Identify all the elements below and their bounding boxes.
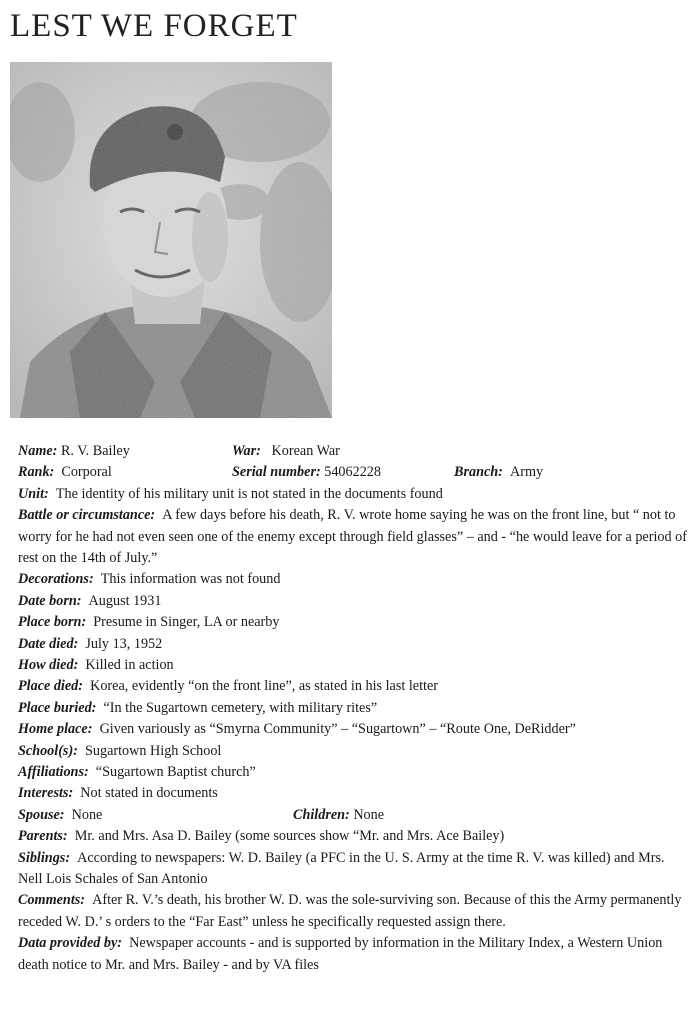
unit-label: Unit: [18,485,49,502]
row-battle [18,505,688,569]
rank-label: Rank: [18,464,55,481]
page-title: LEST WE FORGET [10,8,298,44]
battle-label: Battle or circumstance: [18,507,156,524]
decorations-label: Decorations: [18,571,94,588]
home-place-label: Home place: [18,721,93,738]
row-rank-serial-branch [18,462,688,483]
parents-value: Mr. and Mrs. Asa D. Bailey (some sources show “Mr. and Mrs. Ace Bailey) [74,828,505,845]
row-name-war [18,441,688,462]
comments-label: Comments: [18,892,86,909]
data-provided-value: Newspaper accounts - and is supported by information in the Military Index, a Western Union death notice to Mr. and Mrs. Bailey - and by VA files [18,935,663,973]
row-spouse-children [18,805,688,826]
how-died-value: Killed in action [85,657,174,674]
row-siblings [18,848,688,891]
row-interests [18,783,688,804]
branch-label: Branch: [454,464,503,481]
comments-value: After R. V.’s death, his brother W. D. was the sole-surviving son. Because of this the Army permanently receded W. D.’ s orders to the “Far East” unless he specifically requested assign there. [18,892,682,930]
row-unit [18,484,688,505]
serial-value: 54062228 [324,464,381,481]
place-born-label: Place born: [18,614,87,631]
date-died-label: Date died: [18,635,79,652]
row-parents [18,826,688,847]
interests-value: Not stated in documents [80,785,218,802]
interests-label: Interests: [18,785,74,802]
branch-value: Army [509,464,544,481]
row-decorations [18,569,688,590]
battle-value: A few days before his death, R. V. wrote home saying he was on the front line, but “ not to worry for he had not even seen one of the enemy except through field glasses” – and - “he would leave for a period of rest on the 14th of July.” [18,507,687,566]
how-died-label: How died: [18,657,79,674]
data-provided-label: Data provided by: [18,935,123,952]
row-comments [18,890,688,933]
home-place-value: Given variously as “Smyrna Community” – “Sugartown” – “Route One, DeRidder” [99,721,576,738]
decorations-value: This information was not found [100,571,281,588]
row-how-died [18,655,688,676]
spouse-value: None [71,806,103,823]
children-value: None [353,806,385,823]
schools-label: School(s): [18,742,78,759]
rank-value: Corporal [61,464,112,481]
schools-value: Sugartown High School [85,742,222,759]
row-schools [18,741,688,762]
place-buried-value: “In the Sugartown cemetery, with military rites” [103,699,378,716]
row-date-born [18,591,688,612]
serial-label: Serial number: [232,464,321,481]
place-born-value: Presume in Singer, LA or nearby [93,614,280,631]
row-place-died [18,676,688,697]
place-died-value: Korea, evidently “on the front line”, as stated in his last letter [90,678,438,695]
record-fields [18,441,688,976]
war-label: War: [232,443,261,459]
unit-value: The identity of his military unit is not stated in the documents found [55,485,443,502]
name-label: Name: [18,443,58,459]
affiliations-label: Affiliations: [18,764,89,781]
children-label: Children: [293,806,350,823]
row-data-provided [18,933,688,976]
row-home-place [18,719,688,740]
row-affiliations [18,762,688,783]
name-value: R. V. Bailey [57,443,130,459]
parents-label: Parents: [18,828,68,845]
affiliations-value: “Sugartown Baptist church” [95,764,256,781]
war-value: Korean War [271,443,340,459]
soldier-portrait-icon [10,62,332,418]
row-place-buried [18,698,688,719]
date-born-value: August 1931 [88,592,162,609]
siblings-label: Siblings: [18,849,71,866]
row-place-born [18,612,688,633]
date-born-label: Date born: [18,592,82,609]
spouse-label: Spouse: [18,806,65,823]
siblings-value: According to newspapers: W. D. Bailey (a PFC in the U. S. Army at the time R. V. was killed) and Mrs. Nell Lois Schales of San Antonio [18,849,665,888]
date-died-value: July 13, 1952 [85,635,163,652]
soldier-portrait [10,62,332,418]
place-died-label: Place died: [18,678,83,695]
row-date-died [18,634,688,655]
place-buried-label: Place buried: [18,699,97,716]
